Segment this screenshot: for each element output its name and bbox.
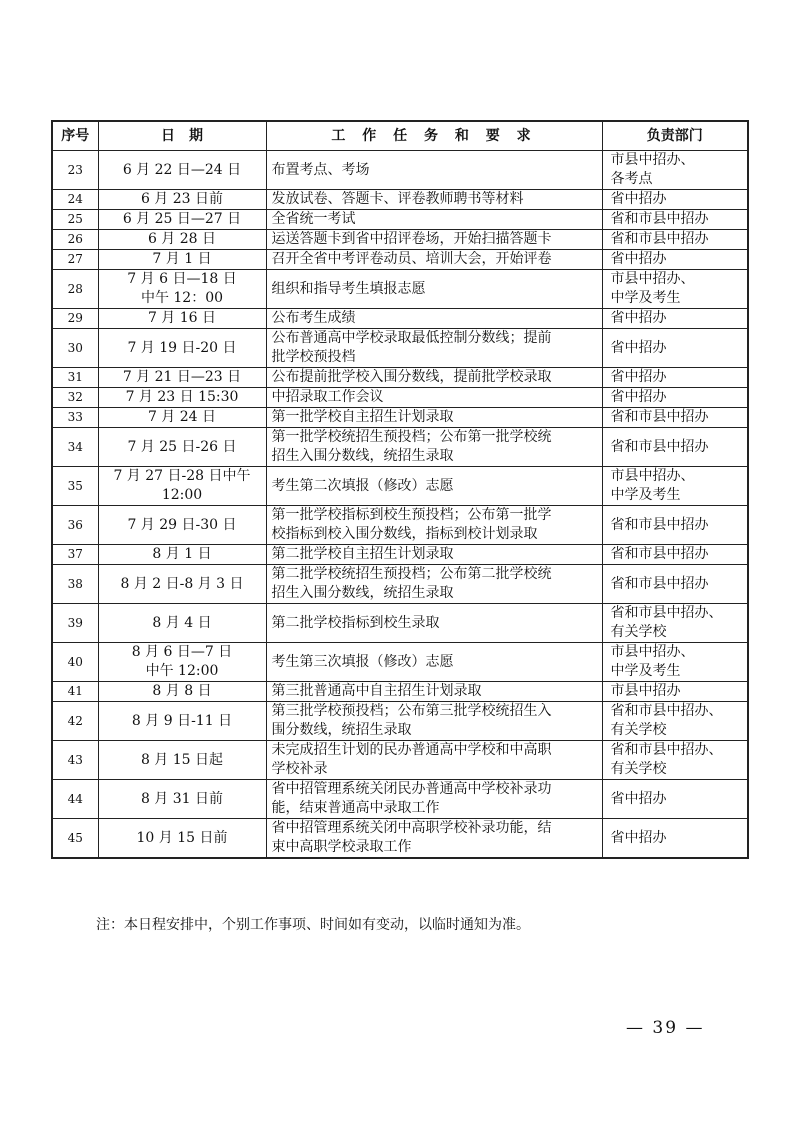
row-date: 8 月 6 日—7 日 中午 12:00 xyxy=(98,643,266,682)
row-date: 7 月 19 日-20 日 xyxy=(98,329,266,368)
row-dept: 省和市县中招办、 有关学校 xyxy=(602,604,748,643)
row-number: 44 xyxy=(52,780,98,819)
row-dept: 省中招办 xyxy=(602,368,748,388)
row-number: 31 xyxy=(52,368,98,388)
row-date: 7 月 1 日 xyxy=(98,250,266,270)
row-number: 42 xyxy=(52,702,98,741)
row-number: 29 xyxy=(52,309,98,329)
table-row xyxy=(52,643,748,682)
page-number: — 39 — xyxy=(626,1018,705,1038)
schedule-table xyxy=(51,120,749,859)
row-date: 6 月 25 日—27 日 xyxy=(98,210,266,230)
row-number: 43 xyxy=(52,741,98,780)
row-dept: 市县中招办、 中学及考生 xyxy=(602,643,748,682)
row-dept: 省中招办 xyxy=(602,388,748,408)
row-date: 7 月 29 日-30 日 xyxy=(98,506,266,545)
header-task: 工 作 任 务 和 要 求 xyxy=(266,121,602,151)
row-dept: 省和市县中招办、 有关学校 xyxy=(602,741,748,780)
table-row xyxy=(52,309,748,329)
table-row xyxy=(52,741,748,780)
table-row xyxy=(52,467,748,506)
row-number: 45 xyxy=(52,819,98,859)
row-task: 第一批学校统招生预投档；公布第一批学校统 招生入围分数线，统招生录取 xyxy=(266,428,602,467)
row-date: 10 月 15 日前 xyxy=(98,819,266,859)
row-date: 8 月 8 日 xyxy=(98,682,266,702)
row-task: 考生第三次填报（修改）志愿 xyxy=(266,643,602,682)
row-task: 组织和指导考生填报志愿 xyxy=(266,270,602,309)
row-number: 39 xyxy=(52,604,98,643)
header-row xyxy=(52,121,748,151)
row-dept: 省中招办 xyxy=(602,250,748,270)
table-row xyxy=(52,682,748,702)
row-number: 26 xyxy=(52,230,98,250)
row-task: 省中招管理系统关闭民办普通高中学校补录功 能，结束普通高中录取工作 xyxy=(266,780,602,819)
row-number: 36 xyxy=(52,506,98,545)
row-number: 27 xyxy=(52,250,98,270)
row-dept: 省中招办 xyxy=(602,309,748,329)
row-dept: 省和市县中招办 xyxy=(602,210,748,230)
row-dept: 市县中招办、 中学及考生 xyxy=(602,270,748,309)
row-task: 第三批学校预投档；公布第三批学校统招生入 围分数线，统招生录取 xyxy=(266,702,602,741)
row-date: 8 月 9 日-11 日 xyxy=(98,702,266,741)
row-task: 第二批学校自主招生计划录取 xyxy=(266,545,602,565)
table-row xyxy=(52,565,748,604)
row-dept: 省中招办 xyxy=(602,190,748,210)
table-row xyxy=(52,250,748,270)
row-task: 全省统一考试 xyxy=(266,210,602,230)
row-task: 布置考点、考场 xyxy=(266,151,602,190)
row-number: 33 xyxy=(52,408,98,428)
row-number: 28 xyxy=(52,270,98,309)
table-row xyxy=(52,506,748,545)
row-task: 第二批学校统招生预投档；公布第二批学校统 招生入围分数线，统招生录取 xyxy=(266,565,602,604)
row-date: 8 月 2 日-8 月 3 日 xyxy=(98,565,266,604)
row-dept: 省中招办 xyxy=(602,780,748,819)
row-number: 32 xyxy=(52,388,98,408)
table-row xyxy=(52,428,748,467)
row-number: 30 xyxy=(52,329,98,368)
table-row xyxy=(52,190,748,210)
row-number: 35 xyxy=(52,467,98,506)
row-task: 公布普通高中学校录取最低控制分数线；提前 批学校预投档 xyxy=(266,329,602,368)
row-number: 41 xyxy=(52,682,98,702)
table-row xyxy=(52,702,748,741)
table-row xyxy=(52,270,748,309)
row-task: 公布提前批学校入围分数线，提前批学校录取 xyxy=(266,368,602,388)
row-date: 7 月 24 日 xyxy=(98,408,266,428)
row-dept: 市县中招办、 各考点 xyxy=(602,151,748,190)
table-row xyxy=(52,388,748,408)
footnote: 注：本日程安排中，个别工作事项、时间如有变动，以临时通知为准。 xyxy=(96,917,530,933)
table-row xyxy=(52,545,748,565)
row-task: 公布考生成绩 xyxy=(266,309,602,329)
row-number: 38 xyxy=(52,565,98,604)
row-date: 7 月 6 日—18 日 中午 12：00 xyxy=(98,270,266,309)
row-task: 发放试卷、答题卡、评卷教师聘书等材料 xyxy=(266,190,602,210)
row-date: 7 月 21 日—23 日 xyxy=(98,368,266,388)
table-row xyxy=(52,819,748,859)
table-row xyxy=(52,210,748,230)
row-date: 7 月 27 日-28 日中午 12:00 xyxy=(98,467,266,506)
row-date: 6 月 22 日—24 日 xyxy=(98,151,266,190)
row-dept: 省和市县中招办 xyxy=(602,545,748,565)
row-task: 省中招管理系统关闭中高职学校补录功能，结 束中高职学校录取工作 xyxy=(266,819,602,859)
table-row xyxy=(52,329,748,368)
row-dept: 市县中招办 xyxy=(602,682,748,702)
table-row xyxy=(52,408,748,428)
row-task: 未完成招生计划的民办普通高中学校和中高职 学校补录 xyxy=(266,741,602,780)
row-task: 召开全省中考评卷动员、培训大会，开始评卷 xyxy=(266,250,602,270)
row-dept: 省中招办 xyxy=(602,819,748,859)
row-task: 运送答题卡到省中招评卷场，开始扫描答题卡 xyxy=(266,230,602,250)
row-dept: 省和市县中招办 xyxy=(602,230,748,250)
row-dept: 省和市县中招办、 有关学校 xyxy=(602,702,748,741)
row-task: 第一批学校自主招生计划录取 xyxy=(266,408,602,428)
row-task: 考生第二次填报（修改）志愿 xyxy=(266,467,602,506)
row-dept: 省和市县中招办 xyxy=(602,408,748,428)
header-date: 日 期 xyxy=(98,121,266,151)
table-row xyxy=(52,368,748,388)
row-dept: 省和市县中招办 xyxy=(602,428,748,467)
row-date: 8 月 1 日 xyxy=(98,545,266,565)
row-number: 23 xyxy=(52,151,98,190)
row-date: 6 月 23 日前 xyxy=(98,190,266,210)
row-date: 7 月 25 日-26 日 xyxy=(98,428,266,467)
table-row xyxy=(52,604,748,643)
row-date: 8 月 4 日 xyxy=(98,604,266,643)
row-date: 7 月 16 日 xyxy=(98,309,266,329)
header-no: 序号 xyxy=(52,121,98,151)
row-task: 第二批学校指标到校生录取 xyxy=(266,604,602,643)
table-row xyxy=(52,151,748,190)
row-dept: 省和市县中招办 xyxy=(602,506,748,545)
row-date: 8 月 15 日起 xyxy=(98,741,266,780)
row-date: 8 月 31 日前 xyxy=(98,780,266,819)
table-row xyxy=(52,780,748,819)
row-date: 7 月 23 日 15:30 xyxy=(98,388,266,408)
row-dept: 省和市县中招办 xyxy=(602,565,748,604)
row-number: 34 xyxy=(52,428,98,467)
table-row xyxy=(52,230,748,250)
row-dept: 市县中招办、 中学及考生 xyxy=(602,467,748,506)
row-dept: 省中招办 xyxy=(602,329,748,368)
row-task: 第一批学校指标到校生预投档；公布第一批学 校指标到校入围分数线，指标到校计划录取 xyxy=(266,506,602,545)
row-number: 37 xyxy=(52,545,98,565)
header-dept: 负责部门 xyxy=(602,121,748,151)
row-number: 25 xyxy=(52,210,98,230)
row-task: 中招录取工作会议 xyxy=(266,388,602,408)
row-task: 第三批普通高中自主招生计划录取 xyxy=(266,682,602,702)
row-date: 6 月 28 日 xyxy=(98,230,266,250)
row-number: 40 xyxy=(52,643,98,682)
row-number: 24 xyxy=(52,190,98,210)
